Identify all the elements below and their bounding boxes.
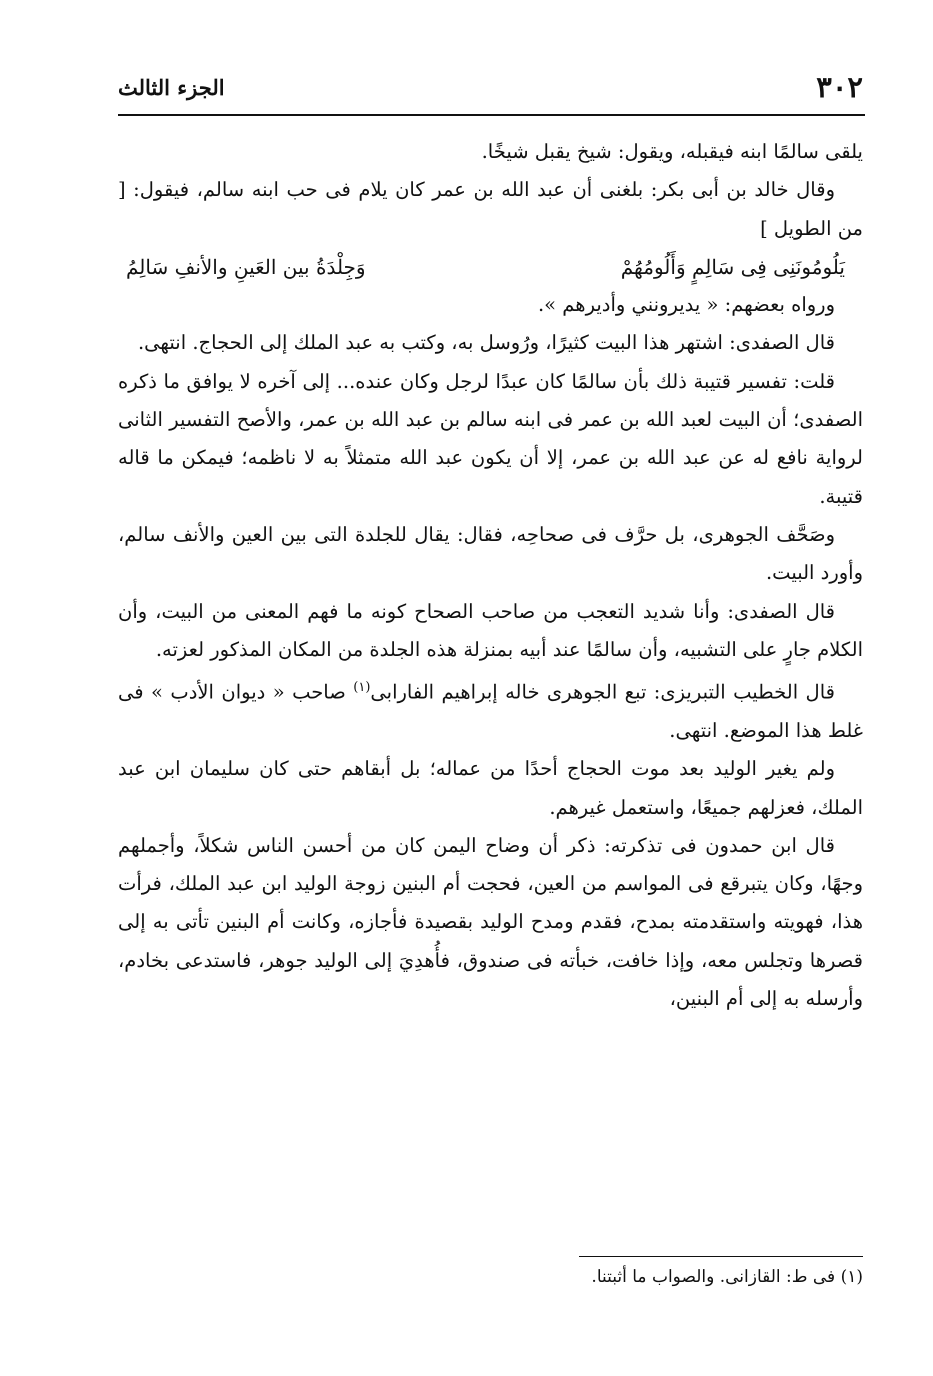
paragraph-3: ورواه بعضهم: « يديرونني وأديرهم ». (537, 293, 835, 317)
verse-first-hemistich: يَلُومُونَنِى فِى سَالِمٍ وَأَلُومُهُمْ (620, 254, 845, 279)
poetry-verse (118, 248, 863, 286)
paragraph-9: ولم يغير الوليد بعد موت الحجاج أحدًا من عماله؛ بل أبقاهم حتى كان سليمان ابن عبد الملك، فعزلهم جميعًا، واستعمل غيرهم. (118, 757, 863, 819)
main-text (118, 133, 863, 1018)
paragraph-2: وقال خالد بن أبى بكر: بلغنى أن عبد الله بن عمر كان يلام فى حب ابنه سالم، فيقول: [ من الطويل ] (118, 178, 863, 240)
footnote-rule (579, 1256, 863, 1257)
verse-second-hemistich: وَجِلْدَةُ بين العَينِ والأنفِ سَالِمُ (126, 254, 366, 279)
paragraph-8 (118, 669, 863, 750)
paragraph-7: قال الصفدى: وأنا شديد التعجب من صاحب الصحاح كونه ما فهم المعنى من البيت، وأن الكلام جارٍ على التشبيه، وأن سالمًا عند أبيه بمنزلة هذه الجلدة من المكان المذكور لعزته. (118, 599, 863, 661)
running-title: الجزء الثالث (118, 74, 225, 100)
paragraph-8-part-a: قال الخطيب التبريزى: تبع الجوهرى خاله إبراهيم الفارابى (370, 680, 835, 704)
header-rule (118, 114, 865, 116)
footnote-marker: (١) (353, 680, 371, 696)
paragraph-10: قال ابن حمدون فى تذكرته: ذكر أن وضاح اليمن كان من أحسن الناس شكلاً، وأجملهم وجهًا، وكان يتبرقع فى المواسم من العين، فحجت أم البنين زوجة الوليد ابن عبد الملك، فرأت هذا، فهويته واستقدمته بمدح، فقدم ومدح الوليد بقصيدة فأجازه، وكانت أم البنين تأتى به إلى قصرها وتجلس معه، وإذا خافت، خبأته فى صندوق، فأُهدِيَ إلى الوليد جوهر، فاستدعى بخادم، وأرسله به إلى أم البنين، (118, 833, 863, 1011)
page-number: ٣٠٢ (816, 70, 863, 104)
paragraph-6: وصَحَّف الجوهرى، بل حرَّف فى صحاحِه، فقال: يقال للجلدة التى بين العين والأنف سالم، وأورد البيت. (118, 522, 863, 585)
page-header (118, 64, 863, 110)
paragraph-1: يلقى سالمًا ابنه فيقبله، ويقول: شيخ يقبل شيخًا. (481, 140, 863, 163)
paragraph-8-part-b: صاحب « ديوان الأدب » فى غلط هذا الموضع. انتهى. (118, 680, 863, 742)
footnote: (١) فى ط: القازانى. والصواب ما أثبتنا. (591, 1267, 863, 1287)
paragraph-5: قلت: تفسير قتيبة ذلك بأن سالمًا كان عبدًا لرجل وكان عنده... إلى آخره لا يوافق ما ذكره الصفدى؛ أن البيت لعبد الله بن عمر فى ابنه سالم بن عبد الله بن عمر، والأصح التفسير الثانى لرواية نافع له عن عبد الله بن عمر، إلا أن يكون عبد الله متمثلاً به لا ناظمه؛ فيمكن ما قاله قتيبة. (118, 369, 863, 508)
paragraph-4: قال الصفدى: اشتهر هذا البيت كثيرًا، ورُوسل به، وكتب به عبد الملك إلى الحجاج. انتهى. (137, 331, 835, 355)
